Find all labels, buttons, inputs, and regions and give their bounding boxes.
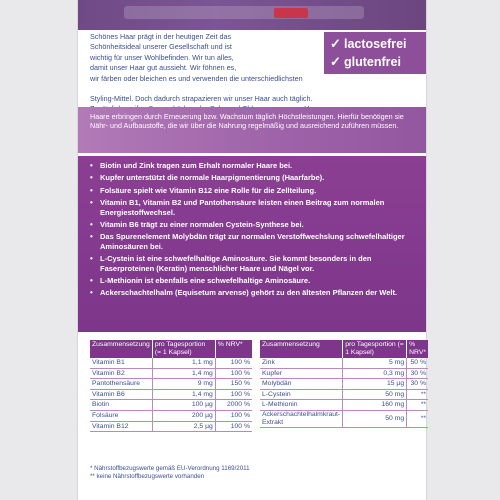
intro-line: Schönes Haar prägt in der heutigen Zeit das	[90, 32, 232, 41]
bullet-icon: •	[90, 161, 93, 170]
intro-text	[90, 32, 322, 84]
checkmark-icon: ✓	[330, 36, 341, 51]
claim-item: • Kupfer unterstützt die normale Haarpigmentierung (Haarfarbe).	[90, 173, 325, 183]
claim-item: • Ackerschachtelhalm (Equisetum arvense) gehört zu den ältesten Pflanzen der Welt.	[90, 288, 398, 298]
hair-info-text: Haare erbringen durch Erneuerung bzw. Wachstum täglich Höchstleistungen. Hierfür benötigen sie Nähr- und Aufbaustoffe, die wir über die Nahrung regelmäßig und ausreichend zuführen müssen.	[90, 112, 404, 131]
nutrition-table-minerals	[260, 340, 428, 428]
mirrored-text-shadow	[124, 6, 364, 19]
intro-line: wir färben oder bleichen es und verwenden die unterschiedlichsten	[90, 73, 303, 83]
health-claims-panel	[78, 156, 426, 332]
header-nrv: % NRV*	[215, 340, 252, 358]
bullet-icon: •	[90, 198, 93, 208]
header-nrv: % NRV*	[407, 340, 428, 358]
bullet-icon: •	[90, 276, 93, 286]
intro-line: Schönheitsideal unserer Gesellschaft und ist	[90, 42, 232, 52]
footnote-nrv: * Nährstoffbezugswerte gemäß EU-Verordnung 1169/2011	[90, 465, 250, 472]
package-top-strip	[78, 0, 426, 30]
table-row: L-Methionin 160 mg **	[260, 400, 428, 411]
red-label-tab	[274, 8, 308, 18]
header-per-dose: pro Tagesportion (= 1 Kapsel)	[343, 340, 407, 358]
table-row: Zink 5 mg 50 %	[260, 358, 428, 368]
table-row: Pantothensäure 9 mg 150 %	[90, 379, 252, 390]
table-row: Vitamin B12 2,5 µg 100 %	[90, 421, 252, 432]
claim-item: • Das Spurenelement Molybdän trägt zur normalen Verstoffwechslung schwefelhaltiger Aminosäuren bei.	[90, 232, 405, 251]
bullet-icon: •	[90, 288, 93, 298]
claim-item: • L-Methionin ist ebenfalls eine schwefelhaltige Aminosäure.	[90, 276, 311, 286]
table-row: Ackerschachtelhalmkraut-Extrakt 50 mg **	[262, 410, 426, 426]
table-row: Vitamin B1 1,1 mg 100 %	[90, 358, 252, 368]
checkmark-icon: ✓	[330, 54, 341, 69]
table-row: Vitamin B6 1,4 mg 100 %	[90, 389, 252, 400]
header-composition: Zusammensetzung	[260, 340, 343, 358]
bullet-icon: •	[90, 232, 93, 242]
bullet-icon: •	[90, 185, 93, 195]
table-row: Molybdän 15 µg 30 %	[260, 379, 428, 390]
bullet-icon: •	[90, 254, 93, 264]
footnotes	[90, 465, 426, 482]
table-row: Kupfer 0,3 mg 30 %	[260, 368, 428, 379]
footnote-no-reference: ** keine Nährstoffbezugswerte vorhanden	[90, 473, 205, 481]
package-back	[78, 0, 426, 500]
intro-line: wichtig für unser Wohlbefinden. Wir tun alles,	[90, 52, 234, 62]
bullet-icon: •	[90, 220, 93, 230]
claim-item: • Biotin und Zink tragen zum Erhalt normaler Haare bei.	[90, 161, 293, 170]
table-row: Folsäure 200 µg 100 %	[90, 410, 252, 421]
header-composition: Zusammensetzung	[90, 340, 152, 358]
claim-item: • Vitamin B1, Vitamin B2 und Pantothensäure leisten einen Beitrag zum normalen Energiestoffwechsel.	[90, 198, 385, 217]
table-row: Biotin 100 µg 2000 %	[90, 400, 252, 411]
header-per-dose: pro Tagesportion (= 1 Kapsel)	[152, 340, 215, 358]
table-row: Vitamin B2 1,4 mg 100 %	[90, 368, 252, 379]
claim-item: • Vitamin B6 trägt zu einer normalen Cystein-Synthese bei.	[90, 220, 304, 230]
bullet-icon: •	[90, 173, 93, 183]
claim-item: • Folsäure spielt wie Vitamin B12 eine Rolle für die Zellteilung.	[90, 185, 317, 195]
intro-line: Styling-Mittel. Doch dadurch strapazieren wir unser Haar auch täglich.	[90, 94, 313, 103]
hair-info-band	[78, 107, 426, 153]
nutrition-table-vitamins	[90, 340, 252, 432]
gluten-free-label: glutenfrei	[344, 55, 401, 69]
lactose-free-label: lactosefrei	[344, 37, 407, 51]
table-row: L-Cystein 50 mg **	[260, 389, 428, 400]
free-from-badge	[324, 32, 426, 74]
intro-line: damit unser Haar gut aussieht. Wir föhnen es,	[90, 63, 237, 73]
claim-item: • L-Cystein ist eine schwefelhaltige Aminosäure. Sie kommt besonders in den Faserproteinen (Keratin) menschlicher Haare und Nägel vor.	[90, 254, 372, 273]
